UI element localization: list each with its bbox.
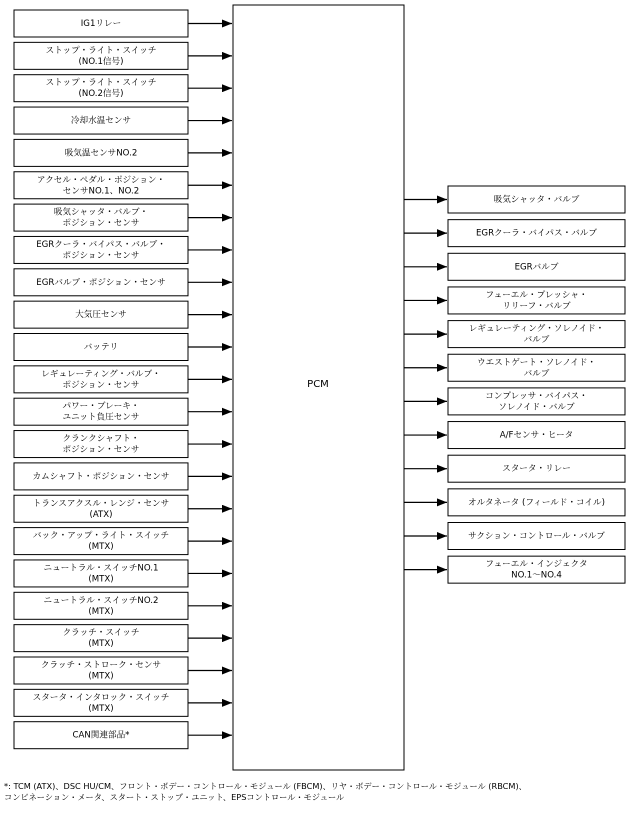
output-signal-label: スタータ・リレー	[502, 464, 571, 475]
output-signal-box	[404, 186, 625, 213]
output-signal-box	[404, 253, 625, 280]
output-signal-label: リリーフ・バルブ	[502, 301, 571, 312]
input-signal-label: (MTX)	[88, 639, 114, 650]
input-signal-label: クランクシャフト・	[62, 434, 140, 445]
input-signal-label: 吸気シャッタ・バルブ・	[53, 207, 149, 218]
input-signal-label: 大気圧センサ	[75, 310, 127, 321]
output-signal-box	[404, 287, 625, 314]
input-signal-box	[14, 657, 232, 684]
input-signal-box	[14, 560, 232, 587]
input-signal-label: (MTX)	[88, 671, 114, 682]
input-signal-box	[14, 10, 232, 37]
input-signal-box	[14, 463, 232, 490]
output-signal-label: EGRバルブ	[514, 262, 559, 273]
input-signal-label: ポジション・センサ	[62, 218, 140, 229]
input-signal-box	[14, 366, 232, 393]
input-signal-box	[14, 172, 232, 199]
input-signal-label: クラッチ・ストローク・センサ	[40, 660, 162, 671]
input-signal-box	[14, 528, 232, 555]
pcm-module	[233, 5, 404, 770]
input-signal-label: ニュートラル・スイッチNO.1	[43, 563, 159, 574]
input-signal-label: アクセル・ペダル・ポジション・	[36, 175, 166, 186]
output-signal-label: 吸気シャッタ・バルブ	[493, 195, 580, 205]
output-signal-box	[404, 354, 625, 381]
input-signal-label: ユニット負圧センサ	[62, 412, 140, 423]
output-signal-label: ウエストゲート・ソレノイド・	[476, 357, 597, 368]
input-signal-label: (MTX)	[88, 542, 114, 553]
output-signal-box	[404, 489, 625, 516]
output-signal-label: NO.1〜NO.4	[511, 570, 562, 581]
input-signal-label: ポジション・センサ	[62, 445, 140, 456]
input-signal-label: ニュートラル・スイッチNO.2	[43, 595, 159, 606]
input-signal-label: CAN関連部品*	[72, 730, 130, 741]
input-signal-box	[14, 301, 232, 328]
input-signal-box	[14, 431, 232, 458]
output-signal-box	[404, 455, 625, 482]
input-signal-label: クラッチ・スイッチ	[62, 628, 140, 639]
output-signal-label: バルブ	[523, 368, 550, 379]
input-signal-label: センサNO.1、NO.2	[62, 186, 140, 197]
input-signal-box	[14, 722, 232, 749]
input-signal-box	[14, 625, 232, 652]
input-signal-label: 吸気温センサNO.2	[64, 148, 138, 159]
output-signal-label: サクション・コントロール・バルブ	[468, 531, 605, 542]
input-signal-label: (MTX)	[88, 703, 114, 714]
output-signal-label: EGRクーラ・バイパス・バルブ	[475, 228, 598, 239]
output-signal-box	[404, 220, 625, 247]
input-signal-box	[14, 592, 232, 619]
input-signal-label: (NO.2信号)	[78, 89, 124, 100]
output-signal-label: フューエル・プレッシャ・	[485, 290, 588, 301]
input-signal-label: カムシャフト・ポジション・センサ	[32, 471, 170, 482]
output-signal-box	[404, 422, 625, 449]
input-signal-box	[14, 398, 232, 425]
input-signal-label: ストップ・ライト・スイッチ	[45, 45, 157, 56]
output-signal-label: コンプレッサ・バイパス・	[485, 391, 588, 402]
input-signal-label: 冷却水温センサ	[70, 116, 132, 127]
output-signal-box	[404, 523, 625, 550]
input-signal-label: ストップ・ライト・スイッチ	[45, 78, 157, 89]
input-signal-label: (ATX)	[89, 509, 113, 520]
input-signal-label: パワー・ブレーキ・	[62, 401, 140, 412]
input-signal-label: (MTX)	[88, 606, 114, 617]
input-signal-label: EGRバルブ・ポジション・センサ	[36, 277, 166, 288]
output-signal-label: ソレノイド・バルブ	[498, 402, 575, 413]
input-signal-label: スタータ・インタロック・スイッチ	[32, 692, 170, 703]
output-signals	[404, 186, 625, 583]
input-signal-label: バック・アップ・ライト・スイッチ	[32, 531, 170, 542]
output-signal-label: A/Fセンサ・ヒータ	[499, 430, 574, 441]
input-signal-label: バッテリ	[83, 342, 119, 353]
output-signal-label: フューエル・インジェクタ	[485, 559, 588, 570]
input-signals	[14, 10, 232, 749]
input-signal-box	[14, 334, 232, 361]
footnote: *: TCM (ATX)、DSC HU/CM、フロント・ボデー・コントロール・モジュール (FBCM)、リヤ・ボデー・コントロール・モジュール (RBCM)、 コンビネーション・メータ、スタート・ストップ・ユニット、EPSコントロール・モジュール	[4, 781, 527, 802]
input-signal-box	[14, 269, 232, 296]
input-signal-label: レギュレーティング・バルブ・	[41, 369, 161, 380]
input-signal-label: EGRクーラ・バイパス・バルブ・	[36, 239, 166, 250]
input-signal-box	[14, 689, 232, 716]
output-signal-label: オルタネータ (フィールド・コイル)	[468, 497, 605, 508]
output-signal-box	[404, 556, 625, 583]
input-signal-label: (NO.1信号)	[78, 56, 124, 67]
input-signal-label: ポジション・センサ	[62, 380, 140, 391]
pcm-label: PCM	[307, 379, 329, 390]
input-signal-box	[14, 75, 232, 102]
input-signal-box	[14, 236, 232, 263]
input-signal-box	[14, 107, 232, 134]
input-signal-box	[14, 139, 232, 166]
input-signal-box	[14, 204, 232, 231]
input-signal-label: IG1リレー	[80, 19, 122, 29]
output-signal-box	[404, 388, 625, 415]
input-signal-box	[14, 495, 232, 522]
output-signal-label: レギュレーティング・ソレノイド・	[468, 324, 605, 335]
input-signal-label: (MTX)	[88, 574, 114, 585]
output-signal-box	[404, 321, 625, 348]
input-signal-box	[14, 42, 232, 69]
input-signal-label: トランスアクスル・レンジ・センサ	[32, 498, 170, 509]
input-signal-label: ポジション・センサ	[62, 250, 140, 261]
output-signal-label: バルブ	[523, 335, 550, 346]
